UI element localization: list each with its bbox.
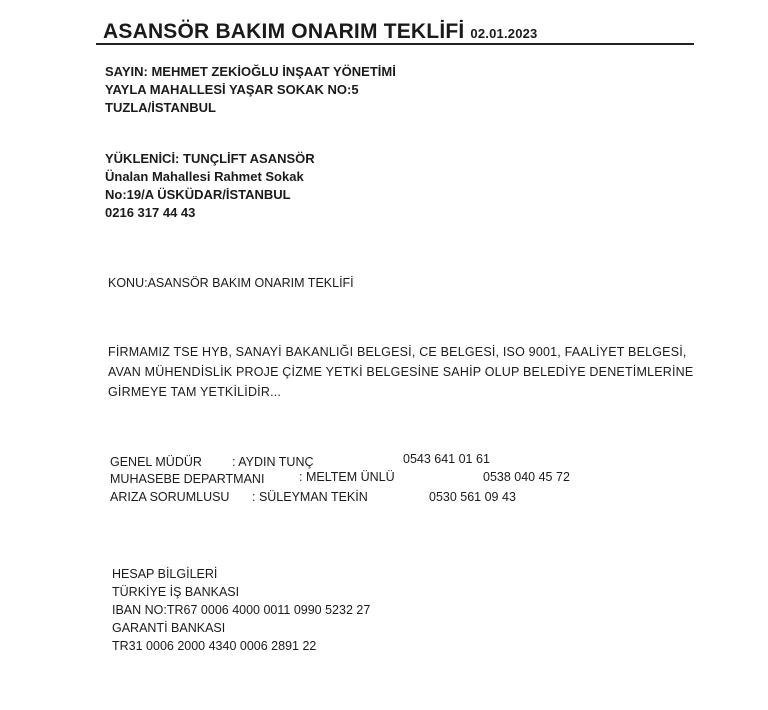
contact-name: : MELTEM ÜNLÜ: [299, 470, 395, 484]
bank-name-2: GARANTİ BANKASI: [112, 621, 226, 635]
contractor-block: [105, 150, 315, 222]
contractor-phone: 0216 317 44 43: [105, 205, 196, 220]
statement-line-3: GİRMEYE TAM YETKİLİDİR...: [108, 385, 282, 399]
contact-phone: 0530 561 09 43: [429, 490, 516, 504]
contact-name: : AYDIN TUNÇ: [232, 455, 314, 469]
statement-line-1: FİRMAMIZ TSE HYB, SANAYİ BAKANLIĞI BELGESİ, CE BELGESİ, ISO 9001, FAALİYET BELGESİ,: [108, 345, 687, 359]
contact-phone: 0543 641 01 61: [403, 452, 490, 466]
document-title: [103, 20, 538, 44]
contact-phone: 0538 040 45 72: [483, 470, 570, 484]
iban-1: IBAN NO:TR67 0006 4000 0011 0990 5232 27: [112, 603, 371, 617]
contact-role: ARIZA SORUMLUSU: [110, 490, 230, 504]
iban-2: TR31 0006 2000 4340 0006 2891 22: [112, 639, 317, 653]
document-date: 02.01.2023: [470, 26, 538, 41]
recipient-line-2: YAYLA MAHALLESİ YAŞAR SOKAK NO:5: [105, 82, 359, 97]
bank-heading: HESAP BİLGİLERİ: [112, 567, 218, 581]
recipient-line-1: SAYIN: MEHMET ZEKİOĞLU İNŞAAT YÖNETİMİ: [105, 64, 396, 79]
title-text: ASANSÖR BAKIM ONARIM TEKLİFİ: [103, 20, 465, 43]
statement-line-2: AVAN MÜHENDİSLİK PROJE ÇİZME YETKİ BELGESİNE SAHİP OLUP BELEDİYE DENETİMLERİNE: [108, 365, 694, 379]
recipient-line-3: TUZLA/İSTANBUL: [105, 100, 216, 115]
contractor-line-3: No:19/A ÜSKÜDAR/İSTANBUL: [105, 187, 291, 202]
contact-name: : SÜLEYMAN TEKİN: [252, 490, 368, 504]
contact-role: GENEL MÜDÜR: [110, 455, 202, 469]
subject-line: KONU:ASANSÖR BAKIM ONARIM TEKLİFİ: [108, 276, 354, 290]
title-underline: [96, 43, 694, 45]
contractor-line-2: Ünalan Mahallesi Rahmet Sokak: [105, 169, 304, 184]
bank-info-block: [112, 565, 370, 655]
recipient-block: [105, 63, 396, 117]
contractor-line-1: YÜKLENİCİ: TUNÇLİFT ASANSÖR: [105, 151, 315, 166]
company-statement: [108, 342, 693, 402]
contact-role: MUHASEBE DEPARTMANI: [110, 472, 265, 486]
bank-name-1: TÜRKİYE İŞ BANKASI: [112, 585, 240, 599]
